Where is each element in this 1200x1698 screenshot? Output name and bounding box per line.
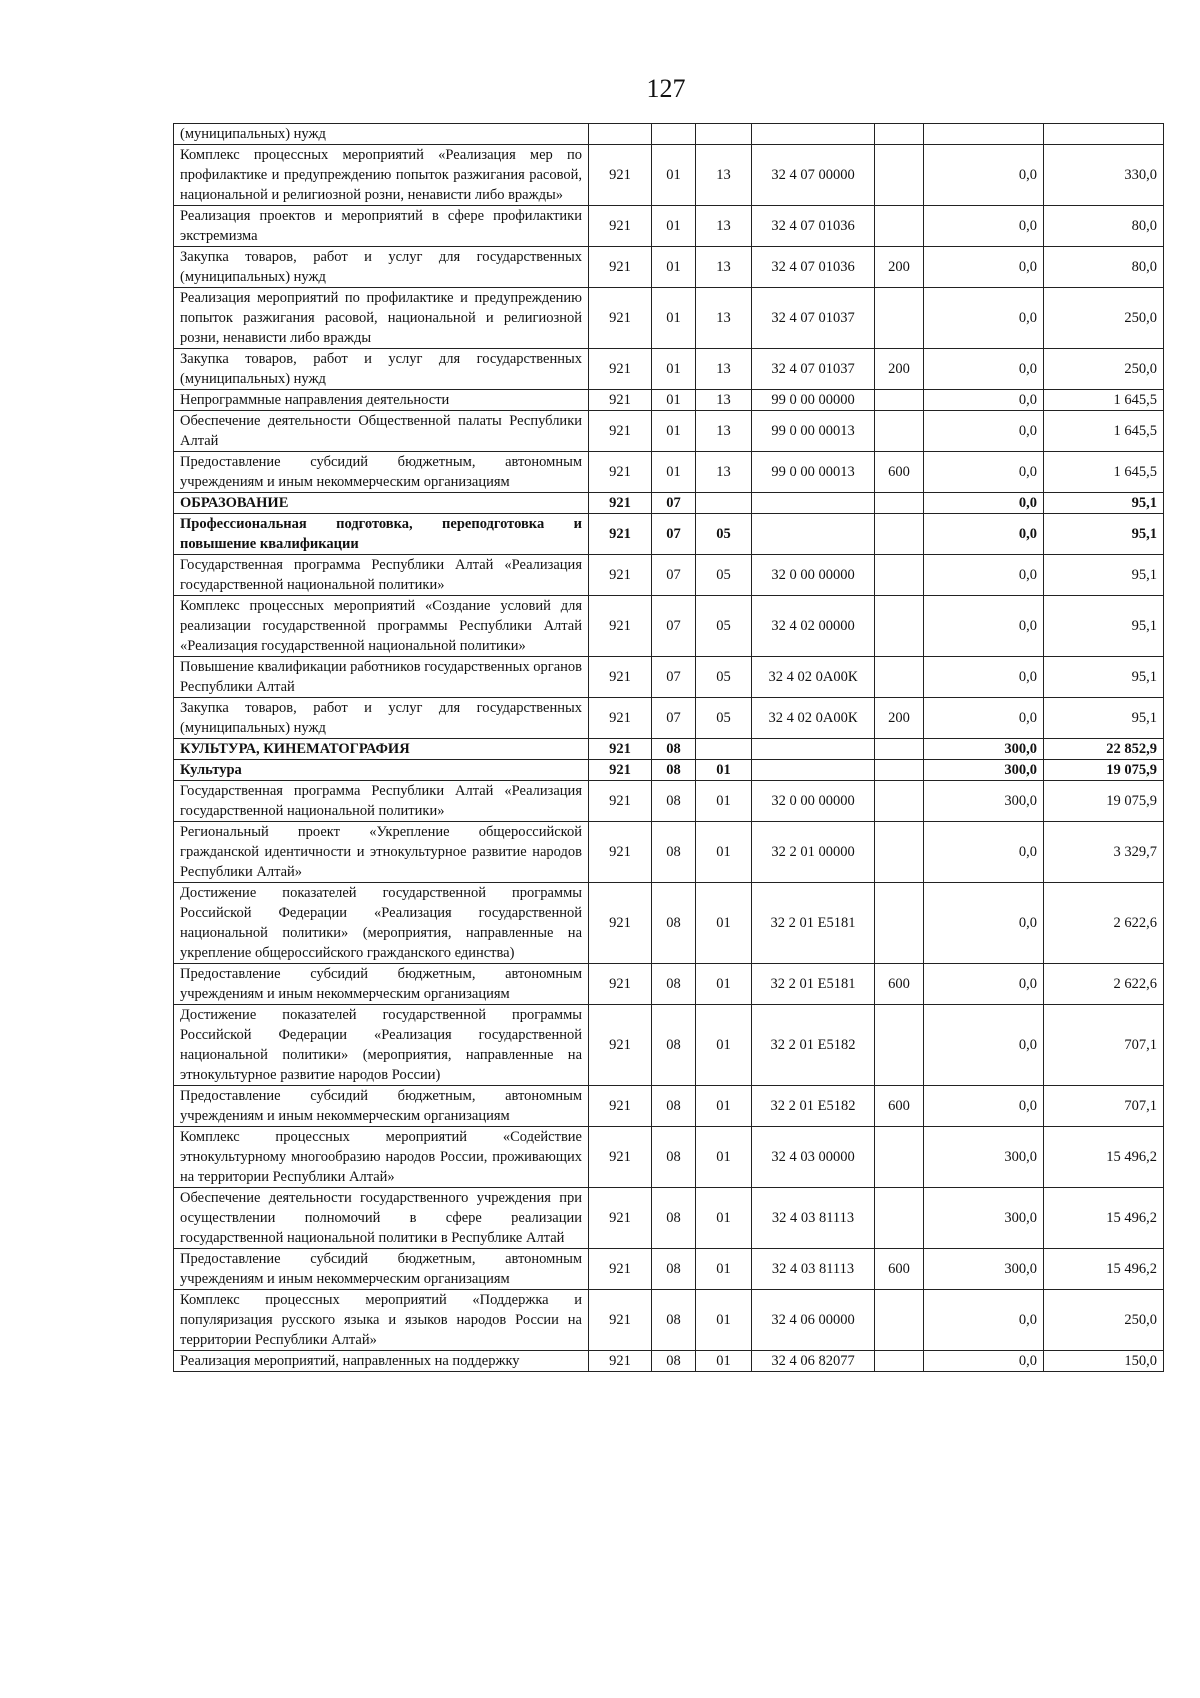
cell-expense-type: 600 xyxy=(875,964,924,1005)
cell-expense-type: 600 xyxy=(875,1249,924,1290)
cell-target-article: 32 4 07 00000 xyxy=(752,145,875,206)
cell-section: 08 xyxy=(652,822,696,883)
cell-section: 08 xyxy=(652,781,696,822)
cell-expense-type xyxy=(875,1351,924,1372)
table-row xyxy=(174,964,1164,1005)
cell-name: Достижение показателей государственной программы Российской Федерации «Реализация государственной национальной политики» (мероприятия, направленные на этнокультурное развитие народов России) xyxy=(174,1005,589,1086)
cell-subsection: 13 xyxy=(696,247,752,288)
cell-section: 01 xyxy=(652,390,696,411)
cell-name: Комплекс процессных мероприятий «Создание условий для реализации государственной программы Республики Алтай «Реализация государственной национальной политики» xyxy=(174,596,589,657)
cell-amount-1: 0,0 xyxy=(924,452,1044,493)
cell-target-article: 32 4 06 82077 xyxy=(752,1351,875,1372)
cell-amount-1: 0,0 xyxy=(924,411,1044,452)
cell-name: Достижение показателей государственной программы Российской Федерации «Реализация государственной национальной политики» (мероприятия, направленные на укрепление общероссийского гражданского единства) xyxy=(174,883,589,964)
cell-section: 08 xyxy=(652,1086,696,1127)
cell-expense-type: 200 xyxy=(875,247,924,288)
cell-expense-type xyxy=(875,739,924,760)
cell-grbs: 921 xyxy=(589,514,652,555)
cell-expense-type xyxy=(875,596,924,657)
cell-expense-type xyxy=(875,411,924,452)
cell-target-article xyxy=(752,493,875,514)
cell-grbs: 921 xyxy=(589,206,652,247)
cell-amount-2: 707,1 xyxy=(1044,1005,1164,1086)
cell-subsection: 01 xyxy=(696,1351,752,1372)
cell-name: Реализация проектов и мероприятий в сфере профилактики экстремизма xyxy=(174,206,589,247)
cell-subsection: 01 xyxy=(696,760,752,781)
cell-name: Государственная программа Республики Алтай «Реализация государственной национальной политики» xyxy=(174,781,589,822)
cell-subsection: 13 xyxy=(696,411,752,452)
table-row xyxy=(174,883,1164,964)
cell-grbs: 921 xyxy=(589,657,652,698)
table-row xyxy=(174,349,1164,390)
table-row xyxy=(174,1127,1164,1188)
cell-target-article: 32 0 00 00000 xyxy=(752,555,875,596)
table-row xyxy=(174,1290,1164,1351)
cell-grbs: 921 xyxy=(589,1290,652,1351)
cell-name: Закупка товаров, работ и услуг для государственных (муниципальных) нужд xyxy=(174,698,589,739)
table-row xyxy=(174,124,1164,145)
table-row xyxy=(174,411,1164,452)
cell-subsection: 01 xyxy=(696,1188,752,1249)
cell-subsection xyxy=(696,739,752,760)
cell-amount-1: 300,0 xyxy=(924,739,1044,760)
cell-grbs: 921 xyxy=(589,760,652,781)
cell-subsection: 01 xyxy=(696,822,752,883)
table-row xyxy=(174,493,1164,514)
cell-target-article: 32 4 07 01036 xyxy=(752,206,875,247)
cell-section: 08 xyxy=(652,1127,696,1188)
cell-subsection: 05 xyxy=(696,514,752,555)
cell-amount-2: 1 645,5 xyxy=(1044,390,1164,411)
cell-amount-2: 707,1 xyxy=(1044,1086,1164,1127)
cell-section: 08 xyxy=(652,1188,696,1249)
table-row xyxy=(174,596,1164,657)
cell-amount-1: 0,0 xyxy=(924,349,1044,390)
cell-amount-1: 300,0 xyxy=(924,1127,1044,1188)
cell-expense-type xyxy=(875,145,924,206)
cell-amount-2: 95,1 xyxy=(1044,596,1164,657)
cell-expense-type xyxy=(875,781,924,822)
cell-grbs: 921 xyxy=(589,288,652,349)
cell-target-article xyxy=(752,760,875,781)
cell-target-article: 99 0 00 00000 xyxy=(752,390,875,411)
cell-amount-2: 1 645,5 xyxy=(1044,411,1164,452)
cell-target-article xyxy=(752,514,875,555)
cell-amount-1: 300,0 xyxy=(924,1249,1044,1290)
cell-target-article xyxy=(752,739,875,760)
cell-amount-2 xyxy=(1044,124,1164,145)
cell-subsection: 13 xyxy=(696,288,752,349)
cell-section: 08 xyxy=(652,739,696,760)
cell-subsection: 13 xyxy=(696,349,752,390)
cell-grbs: 921 xyxy=(589,1351,652,1372)
table-row xyxy=(174,1086,1164,1127)
cell-subsection: 13 xyxy=(696,145,752,206)
table-row xyxy=(174,288,1164,349)
cell-section: 07 xyxy=(652,514,696,555)
cell-expense-type: 200 xyxy=(875,349,924,390)
cell-section: 08 xyxy=(652,1351,696,1372)
cell-name: Предоставление субсидий бюджетным, автономным учреждениям и иным некоммерческим организациям xyxy=(174,1086,589,1127)
cell-name: Государственная программа Республики Алтай «Реализация государственной национальной политики» xyxy=(174,555,589,596)
cell-subsection: 13 xyxy=(696,452,752,493)
table-row xyxy=(174,514,1164,555)
cell-target-article: 32 4 07 01037 xyxy=(752,288,875,349)
cell-amount-1: 300,0 xyxy=(924,781,1044,822)
cell-amount-1: 0,0 xyxy=(924,1351,1044,1372)
cell-grbs: 921 xyxy=(589,1086,652,1127)
cell-section: 01 xyxy=(652,288,696,349)
cell-target-article: 32 2 01 00000 xyxy=(752,822,875,883)
cell-section xyxy=(652,124,696,145)
cell-expense-type xyxy=(875,1290,924,1351)
cell-section: 07 xyxy=(652,596,696,657)
table-row xyxy=(174,1249,1164,1290)
cell-expense-type xyxy=(875,1127,924,1188)
cell-name: Непрограммные направления деятельности xyxy=(174,390,589,411)
cell-target-article: 32 4 03 81113 xyxy=(752,1188,875,1249)
cell-expense-type: 600 xyxy=(875,1086,924,1127)
table-row xyxy=(174,781,1164,822)
cell-name: Обеспечение деятельности государственного учреждения при осуществлении полномочий в сфере реализации государственной национальной политики в Республике Алтай xyxy=(174,1188,589,1249)
cell-amount-2: 95,1 xyxy=(1044,493,1164,514)
cell-expense-type xyxy=(875,883,924,964)
cell-section: 01 xyxy=(652,206,696,247)
cell-section: 08 xyxy=(652,1290,696,1351)
table-body xyxy=(174,124,1164,1372)
cell-grbs: 921 xyxy=(589,247,652,288)
cell-amount-2: 2 622,6 xyxy=(1044,964,1164,1005)
cell-amount-1: 0,0 xyxy=(924,1086,1044,1127)
cell-amount-1: 0,0 xyxy=(924,822,1044,883)
cell-name: Реализация мероприятий по профилактике и предупреждению попыток разжигания расовой, национальной и религиозной розни, ненависти либо вражды xyxy=(174,288,589,349)
cell-amount-2: 95,1 xyxy=(1044,698,1164,739)
cell-subsection: 01 xyxy=(696,883,752,964)
cell-amount-2: 95,1 xyxy=(1044,514,1164,555)
cell-amount-1: 300,0 xyxy=(924,1188,1044,1249)
cell-expense-type: 200 xyxy=(875,698,924,739)
table-row xyxy=(174,555,1164,596)
cell-target-article: 32 0 00 00000 xyxy=(752,781,875,822)
cell-name: Культура xyxy=(174,760,589,781)
cell-target-article: 32 4 03 00000 xyxy=(752,1127,875,1188)
cell-target-article: 32 4 02 0А00К xyxy=(752,657,875,698)
cell-name: (муниципальных) нужд xyxy=(174,124,589,145)
cell-section: 07 xyxy=(652,657,696,698)
cell-section: 01 xyxy=(652,145,696,206)
cell-grbs: 921 xyxy=(589,883,652,964)
cell-name: Комплекс процессных мероприятий «Содействие этнокультурному многообразию народов России, проживающих на территории Республики Алтай» xyxy=(174,1127,589,1188)
cell-amount-1: 0,0 xyxy=(924,964,1044,1005)
cell-amount-1: 0,0 xyxy=(924,514,1044,555)
cell-section: 01 xyxy=(652,349,696,390)
cell-target-article: 32 4 06 00000 xyxy=(752,1290,875,1351)
cell-amount-2: 1 645,5 xyxy=(1044,452,1164,493)
cell-section: 08 xyxy=(652,964,696,1005)
cell-subsection: 01 xyxy=(696,1290,752,1351)
cell-name: Предоставление субсидий бюджетным, автономным учреждениям и иным некоммерческим организациям xyxy=(174,452,589,493)
cell-expense-type xyxy=(875,390,924,411)
cell-expense-type xyxy=(875,1005,924,1086)
cell-subsection xyxy=(696,493,752,514)
cell-expense-type xyxy=(875,822,924,883)
table-row xyxy=(174,390,1164,411)
cell-section: 08 xyxy=(652,1249,696,1290)
cell-subsection: 01 xyxy=(696,781,752,822)
cell-expense-type xyxy=(875,124,924,145)
cell-grbs: 921 xyxy=(589,555,652,596)
table-row xyxy=(174,452,1164,493)
cell-subsection: 05 xyxy=(696,657,752,698)
cell-subsection: 01 xyxy=(696,1086,752,1127)
cell-amount-2: 95,1 xyxy=(1044,555,1164,596)
page-number: 127 xyxy=(646,74,686,103)
cell-amount-2: 22 852,9 xyxy=(1044,739,1164,760)
cell-target-article: 32 4 02 0А00К xyxy=(752,698,875,739)
cell-subsection: 01 xyxy=(696,1005,752,1086)
cell-amount-2: 150,0 xyxy=(1044,1351,1164,1372)
cell-section: 01 xyxy=(652,452,696,493)
cell-amount-2: 2 622,6 xyxy=(1044,883,1164,964)
cell-amount-1: 0,0 xyxy=(924,883,1044,964)
cell-name: Комплекс процессных мероприятий «Реализация мер по профилактике и предупреждению попыток разжигания расовой, национальной и религиозной розни, ненависти либо вражды» xyxy=(174,145,589,206)
cell-grbs: 921 xyxy=(589,781,652,822)
cell-amount-2: 19 075,9 xyxy=(1044,760,1164,781)
cell-expense-type xyxy=(875,288,924,349)
cell-expense-type xyxy=(875,760,924,781)
table-row xyxy=(174,145,1164,206)
cell-amount-1: 0,0 xyxy=(924,247,1044,288)
cell-name: Профессиональная подготовка, переподготовка и повышение квалификации xyxy=(174,514,589,555)
cell-grbs: 921 xyxy=(589,739,652,760)
cell-expense-type xyxy=(875,493,924,514)
cell-grbs: 921 xyxy=(589,145,652,206)
cell-amount-1: 0,0 xyxy=(924,288,1044,349)
cell-name: КУЛЬТУРА, КИНЕМАТОГРАФИЯ xyxy=(174,739,589,760)
table-row xyxy=(174,1188,1164,1249)
cell-subsection xyxy=(696,124,752,145)
cell-amount-1: 0,0 xyxy=(924,698,1044,739)
cell-grbs: 921 xyxy=(589,964,652,1005)
cell-target-article: 32 2 01 Е5181 xyxy=(752,883,875,964)
cell-name: Закупка товаров, работ и услуг для государственных (муниципальных) нужд xyxy=(174,349,589,390)
cell-section: 08 xyxy=(652,883,696,964)
cell-amount-1: 0,0 xyxy=(924,1005,1044,1086)
cell-amount-1: 0,0 xyxy=(924,145,1044,206)
cell-grbs: 921 xyxy=(589,493,652,514)
cell-amount-2: 15 496,2 xyxy=(1044,1127,1164,1188)
cell-grbs: 921 xyxy=(589,1005,652,1086)
table-row xyxy=(174,739,1164,760)
table-row xyxy=(174,698,1164,739)
cell-grbs: 921 xyxy=(589,1127,652,1188)
table-row xyxy=(174,1351,1164,1372)
cell-target-article: 32 2 01 Е5182 xyxy=(752,1086,875,1127)
cell-subsection: 05 xyxy=(696,596,752,657)
cell-target-article: 32 4 03 81113 xyxy=(752,1249,875,1290)
cell-expense-type xyxy=(875,1188,924,1249)
cell-amount-2: 250,0 xyxy=(1044,288,1164,349)
cell-grbs: 921 xyxy=(589,411,652,452)
cell-subsection: 13 xyxy=(696,390,752,411)
cell-grbs: 921 xyxy=(589,390,652,411)
cell-amount-1 xyxy=(924,124,1044,145)
cell-target-article xyxy=(752,124,875,145)
cell-amount-1: 0,0 xyxy=(924,206,1044,247)
cell-subsection: 01 xyxy=(696,964,752,1005)
table-row xyxy=(174,822,1164,883)
cell-target-article: 32 2 01 Е5181 xyxy=(752,964,875,1005)
cell-expense-type: 600 xyxy=(875,452,924,493)
cell-target-article: 99 0 00 00013 xyxy=(752,452,875,493)
cell-amount-2: 80,0 xyxy=(1044,247,1164,288)
cell-grbs: 921 xyxy=(589,596,652,657)
cell-amount-2: 250,0 xyxy=(1044,1290,1164,1351)
cell-expense-type xyxy=(875,514,924,555)
cell-subsection: 05 xyxy=(696,555,752,596)
cell-grbs: 921 xyxy=(589,452,652,493)
cell-amount-1: 0,0 xyxy=(924,555,1044,596)
cell-name: Предоставление субсидий бюджетным, автономным учреждениям и иным некоммерческим организациям xyxy=(174,964,589,1005)
cell-section: 07 xyxy=(652,555,696,596)
cell-name: Обеспечение деятельности Общественной палаты Республики Алтай xyxy=(174,411,589,452)
cell-amount-1: 0,0 xyxy=(924,657,1044,698)
cell-amount-1: 0,0 xyxy=(924,493,1044,514)
cell-section: 07 xyxy=(652,698,696,739)
cell-grbs: 921 xyxy=(589,822,652,883)
cell-target-article: 32 4 07 01036 xyxy=(752,247,875,288)
cell-target-article: 32 4 07 01037 xyxy=(752,349,875,390)
cell-name: Региональный проект «Укрепление общероссийской гражданской идентичности и этнокультурное развитие народов Республики Алтай» xyxy=(174,822,589,883)
cell-expense-type xyxy=(875,555,924,596)
cell-subsection: 01 xyxy=(696,1249,752,1290)
cell-name: Реализация мероприятий, направленных на поддержку xyxy=(174,1351,589,1372)
cell-section: 08 xyxy=(652,1005,696,1086)
cell-amount-2: 95,1 xyxy=(1044,657,1164,698)
cell-section: 01 xyxy=(652,411,696,452)
cell-amount-2: 80,0 xyxy=(1044,206,1164,247)
cell-amount-2: 3 329,7 xyxy=(1044,822,1164,883)
cell-grbs: 921 xyxy=(589,698,652,739)
cell-target-article: 32 4 02 00000 xyxy=(752,596,875,657)
cell-section: 07 xyxy=(652,493,696,514)
cell-amount-2: 19 075,9 xyxy=(1044,781,1164,822)
cell-name: Предоставление субсидий бюджетным, автономным учреждениям и иным некоммерческим организациям xyxy=(174,1249,589,1290)
cell-grbs xyxy=(589,124,652,145)
cell-section: 01 xyxy=(652,247,696,288)
cell-name: Повышение квалификации работников государственных органов Республики Алтай xyxy=(174,657,589,698)
table-row xyxy=(174,206,1164,247)
table-row xyxy=(174,247,1164,288)
cell-target-article: 32 2 01 Е5182 xyxy=(752,1005,875,1086)
budget-table xyxy=(173,123,1164,1372)
cell-expense-type xyxy=(875,657,924,698)
table-row xyxy=(174,1005,1164,1086)
cell-amount-2: 15 496,2 xyxy=(1044,1188,1164,1249)
cell-amount-2: 250,0 xyxy=(1044,349,1164,390)
cell-target-article: 99 0 00 00013 xyxy=(752,411,875,452)
cell-name: ОБРАЗОВАНИЕ xyxy=(174,493,589,514)
table-row xyxy=(174,760,1164,781)
cell-name: Закупка товаров, работ и услуг для государственных (муниципальных) нужд xyxy=(174,247,589,288)
cell-section: 08 xyxy=(652,760,696,781)
cell-subsection: 05 xyxy=(696,698,752,739)
cell-grbs: 921 xyxy=(589,1188,652,1249)
cell-subsection: 13 xyxy=(696,206,752,247)
cell-grbs: 921 xyxy=(589,349,652,390)
cell-name: Комплекс процессных мероприятий «Поддержка и популяризация русского языка и языков народов России на территории Республики Алтай» xyxy=(174,1290,589,1351)
cell-expense-type xyxy=(875,206,924,247)
cell-amount-1: 0,0 xyxy=(924,596,1044,657)
cell-grbs: 921 xyxy=(589,1249,652,1290)
cell-amount-1: 0,0 xyxy=(924,1290,1044,1351)
table-row xyxy=(174,657,1164,698)
cell-amount-1: 0,0 xyxy=(924,390,1044,411)
cell-subsection: 01 xyxy=(696,1127,752,1188)
cell-amount-2: 15 496,2 xyxy=(1044,1249,1164,1290)
cell-amount-2: 330,0 xyxy=(1044,145,1164,206)
cell-amount-1: 300,0 xyxy=(924,760,1044,781)
